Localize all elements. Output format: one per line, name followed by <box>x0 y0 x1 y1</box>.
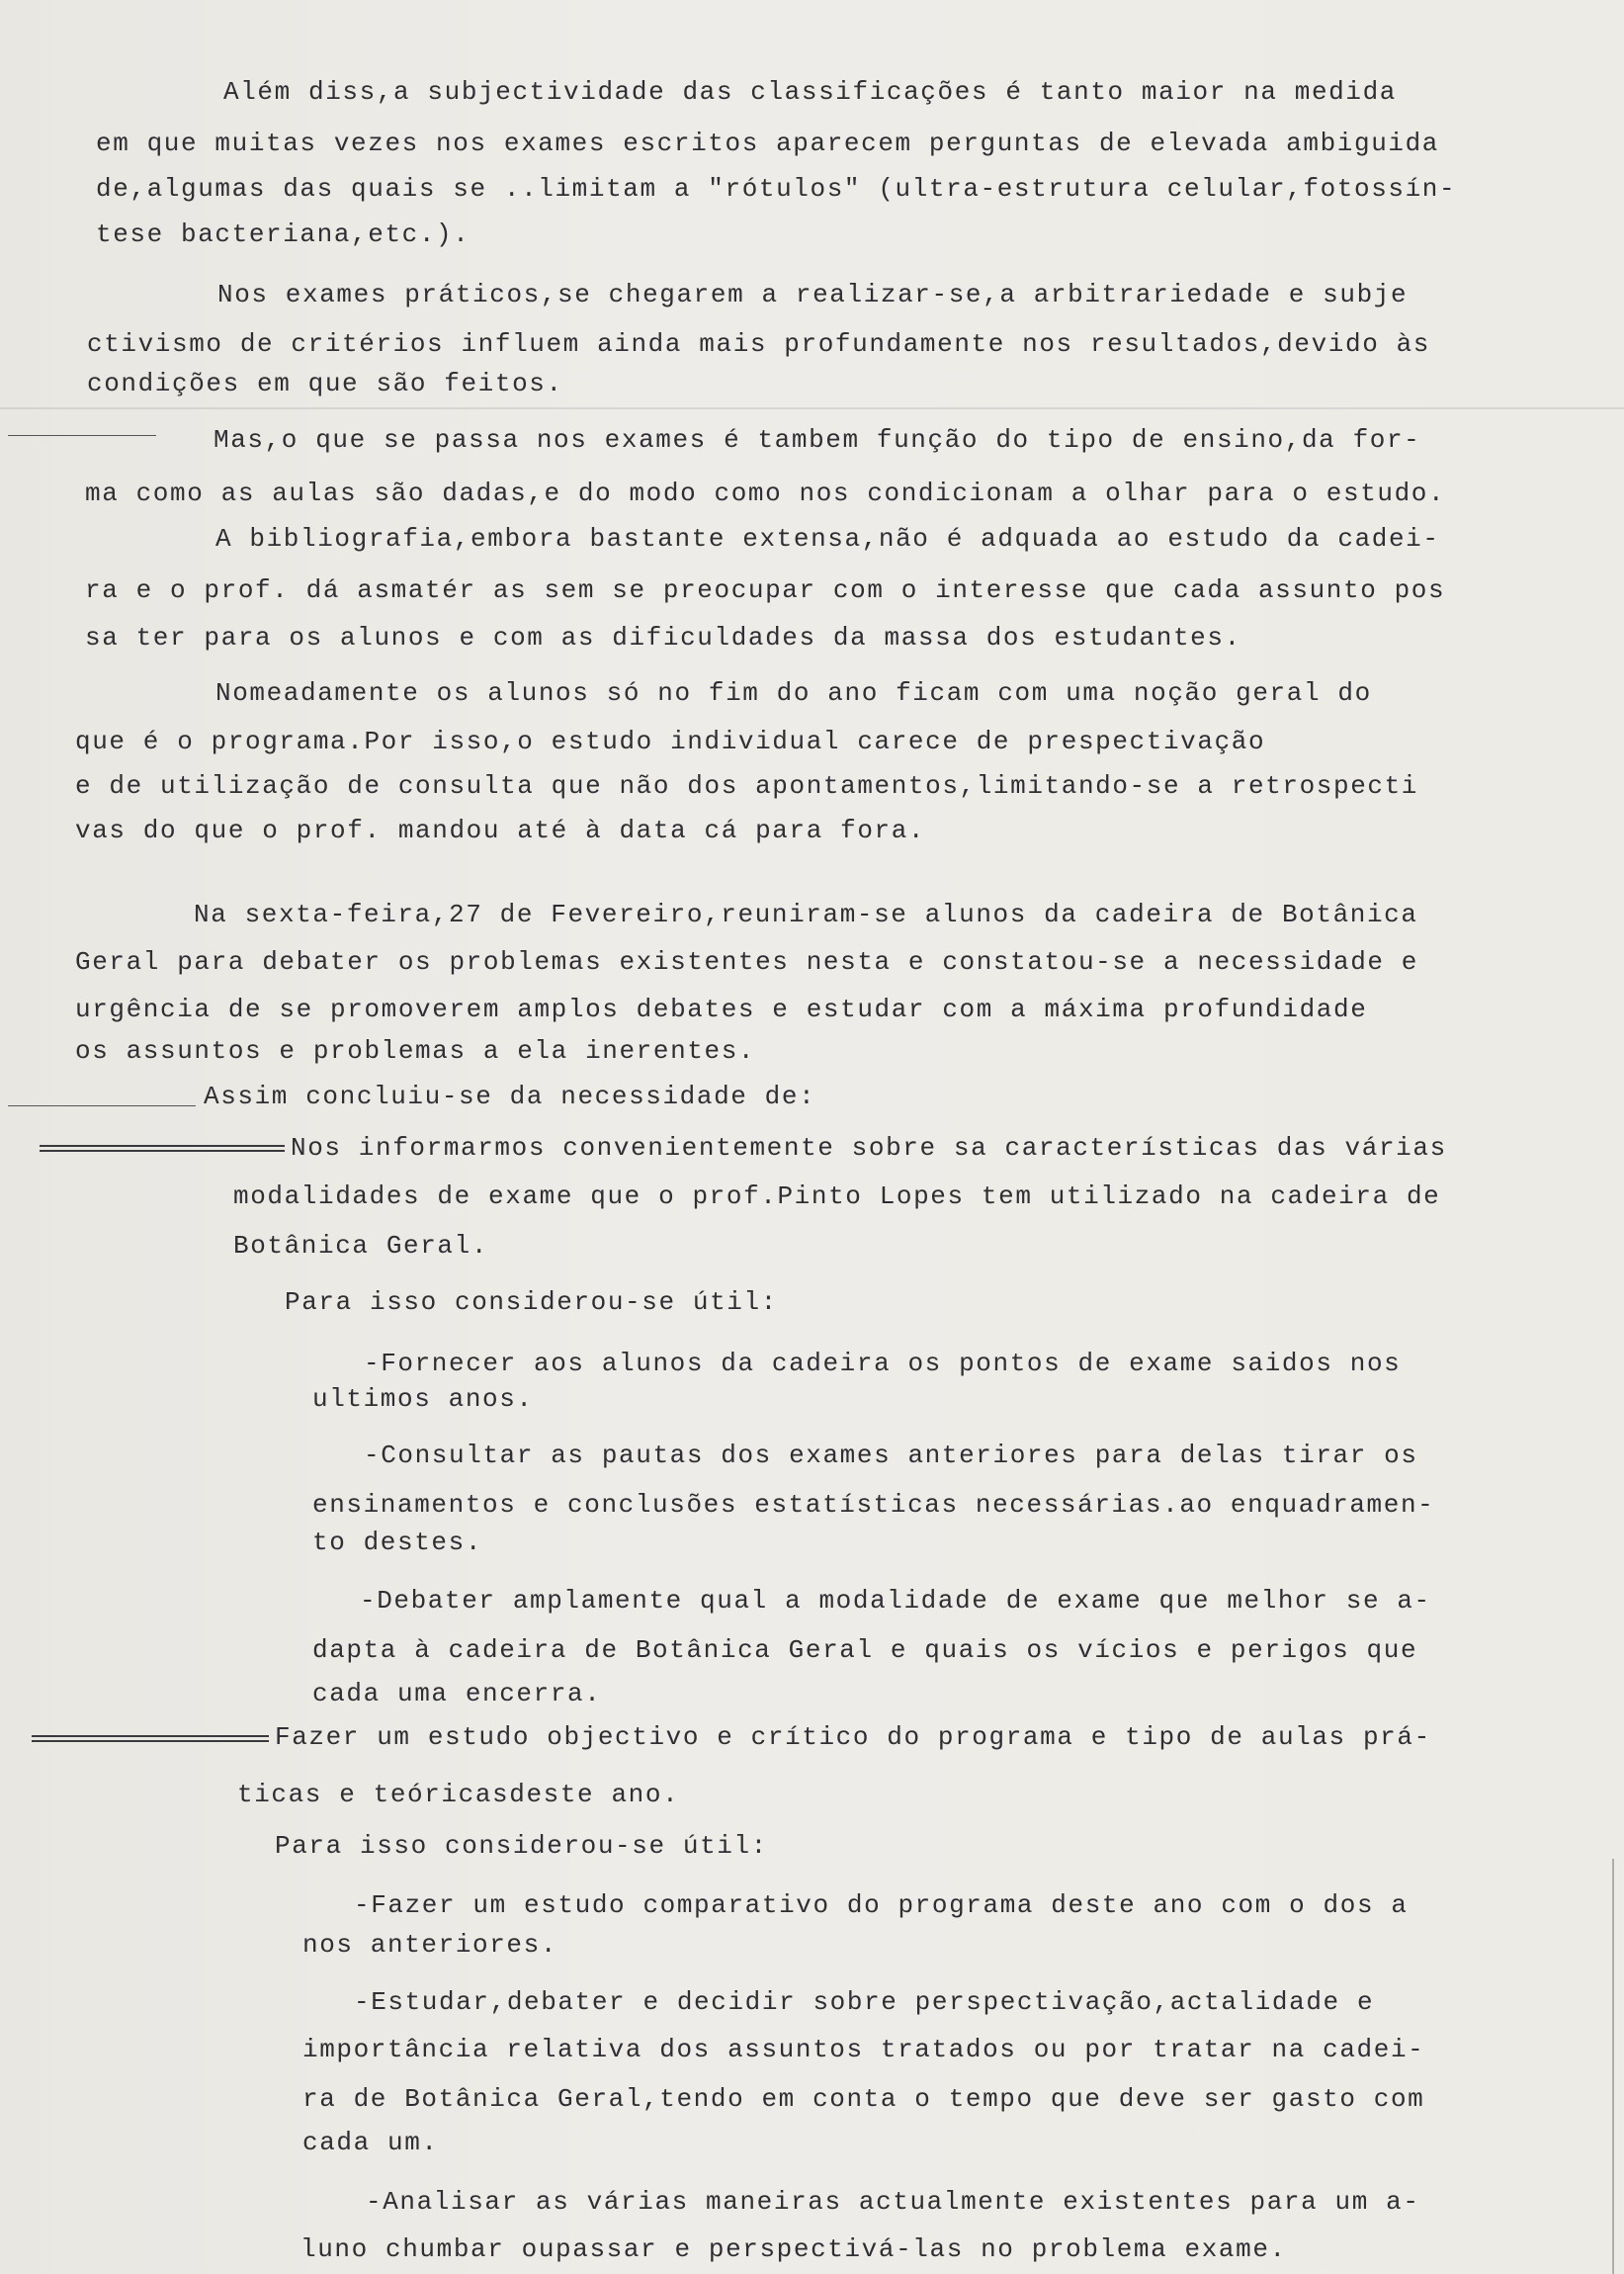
text-line: Mas,o que se passa nos exames é tambem função do tipo de ensino,da for- <box>214 425 1421 455</box>
margin-double-rule <box>32 1735 269 1742</box>
text-line: Fazer um estudo objectivo e crítico do programa e tipo de aulas prá- <box>275 1722 1431 1752</box>
text-line: nos anteriores. <box>302 1930 558 1960</box>
text-line: A bibliografia,embora bastante extensa,não é adquada ao estudo da cadei- <box>215 524 1440 554</box>
text-line: -Estudar,debater e decidir sobre perspectivação,actalidade e <box>354 1987 1375 2017</box>
text-line: e de utilização de consulta que não dos apontamentos,limitando-se a retrospecti <box>75 771 1418 801</box>
text-line: ra de Botânica Geral,tendo em conta o tempo que deve ser gasto com <box>302 2084 1425 2114</box>
text-line: Além diss,a subjectividade das classificações é tanto maior na medida <box>223 77 1397 107</box>
right-margin-mark <box>1612 1859 1614 2274</box>
text-line: Na sexta-feira,27 de Fevereiro,reuniram-se alunos da cadeira de Botânica <box>194 900 1418 929</box>
text-line: ticas e teóricasdeste ano. <box>237 1780 680 1809</box>
text-line: -Analisar as várias maneiras actualmente existentes para um a- <box>366 2187 1420 2217</box>
text-line: to destes. <box>312 1528 483 1557</box>
text-line: cada uma encerra. <box>312 1679 602 1708</box>
text-line: urgência de se promoverem amplos debates e estudar com a máxima profundidade <box>75 995 1368 1024</box>
margin-dash <box>8 435 156 436</box>
text-line: Nos exames práticos,se chegarem a realizar-se,a arbitrariedade e subje <box>217 280 1409 309</box>
margin-double-rule <box>40 1145 285 1152</box>
text-line: sa ter para os alunos e com as dificuldades da massa dos estudantes. <box>85 623 1241 653</box>
text-line: Geral para debater os problemas existentes nesta e constatou-se a necessidade e <box>75 947 1418 977</box>
show-through-rule <box>0 407 1624 409</box>
text-line: Nomeadamente os alunos só no fim do ano ficam com uma noção geral do <box>215 678 1372 708</box>
text-line: que é o programa.Por isso,o estudo individual carece de prespectivação <box>75 727 1266 756</box>
text-line: ma como as aulas são dadas,e do modo como nos condicionam a olhar para o estudo. <box>85 479 1446 508</box>
text-line: Para isso considerou-se útil: <box>275 1831 768 1861</box>
text-line: ctivismo de critérios influem ainda mais profundamente nos resultados,devido às <box>87 329 1430 359</box>
text-line: Botânica Geral. <box>233 1231 489 1261</box>
text-line: em que muitas vezes nos exames escritos aparecem perguntas de elevada ambiguida <box>96 129 1439 158</box>
text-line: -Consultar as pautas dos exames anteriores para delas tirar os <box>364 1441 1418 1470</box>
text-line: -Fornecer aos alunos da cadeira os pontos de exame saidos nos <box>364 1349 1402 1378</box>
text-line: Assim concluiu-se da necessidade de: <box>204 1082 816 1111</box>
text-line: luno chumbar oupassar e perspectivá-las no problema exame. <box>300 2234 1287 2264</box>
text-line: Para isso considerou-se útil: <box>285 1287 778 1317</box>
text-line: ultimos anos. <box>312 1384 534 1414</box>
text-line: -Debater amplamente qual a modalidade de exame que melhor se a- <box>360 1586 1431 1616</box>
text-line: cada um. <box>302 2128 439 2157</box>
text-line: tese bacteriana,etc.). <box>96 219 470 249</box>
text-line: de,algumas das quais se ..limitam a "rótulos" (ultra-estrutura celular,fotossín- <box>96 174 1457 204</box>
margin-dash <box>8 1105 196 1106</box>
text-line: importância relativa dos assuntos tratados ou por tratar na cadei- <box>302 2035 1425 2064</box>
text-line: Nos informarmos convenientemente sobre sa características das várias <box>291 1133 1447 1163</box>
text-line: ensinamentos e conclusões estatísticas necessárias.ao enquadramen- <box>312 1490 1435 1520</box>
text-line: vas do que o prof. mandou até à data cá para fora. <box>75 816 926 845</box>
text-line: dapta à cadeira de Botânica Geral e quais os vícios e perigos que <box>312 1635 1418 1665</box>
text-line: -Fazer um estudo comparativo do programa deste ano com o dos a <box>354 1890 1409 1920</box>
text-line: condições em que são feitos. <box>87 369 563 398</box>
text-line: ra e o prof. dá asmatér as sem se preocupar com o interesse que cada assunto pos <box>85 575 1446 605</box>
text-line: os assuntos e problemas a ela inerentes. <box>75 1036 756 1066</box>
text-line: modalidades de exame que o prof.Pinto Lopes tem utilizado na cadeira de <box>233 1181 1441 1211</box>
